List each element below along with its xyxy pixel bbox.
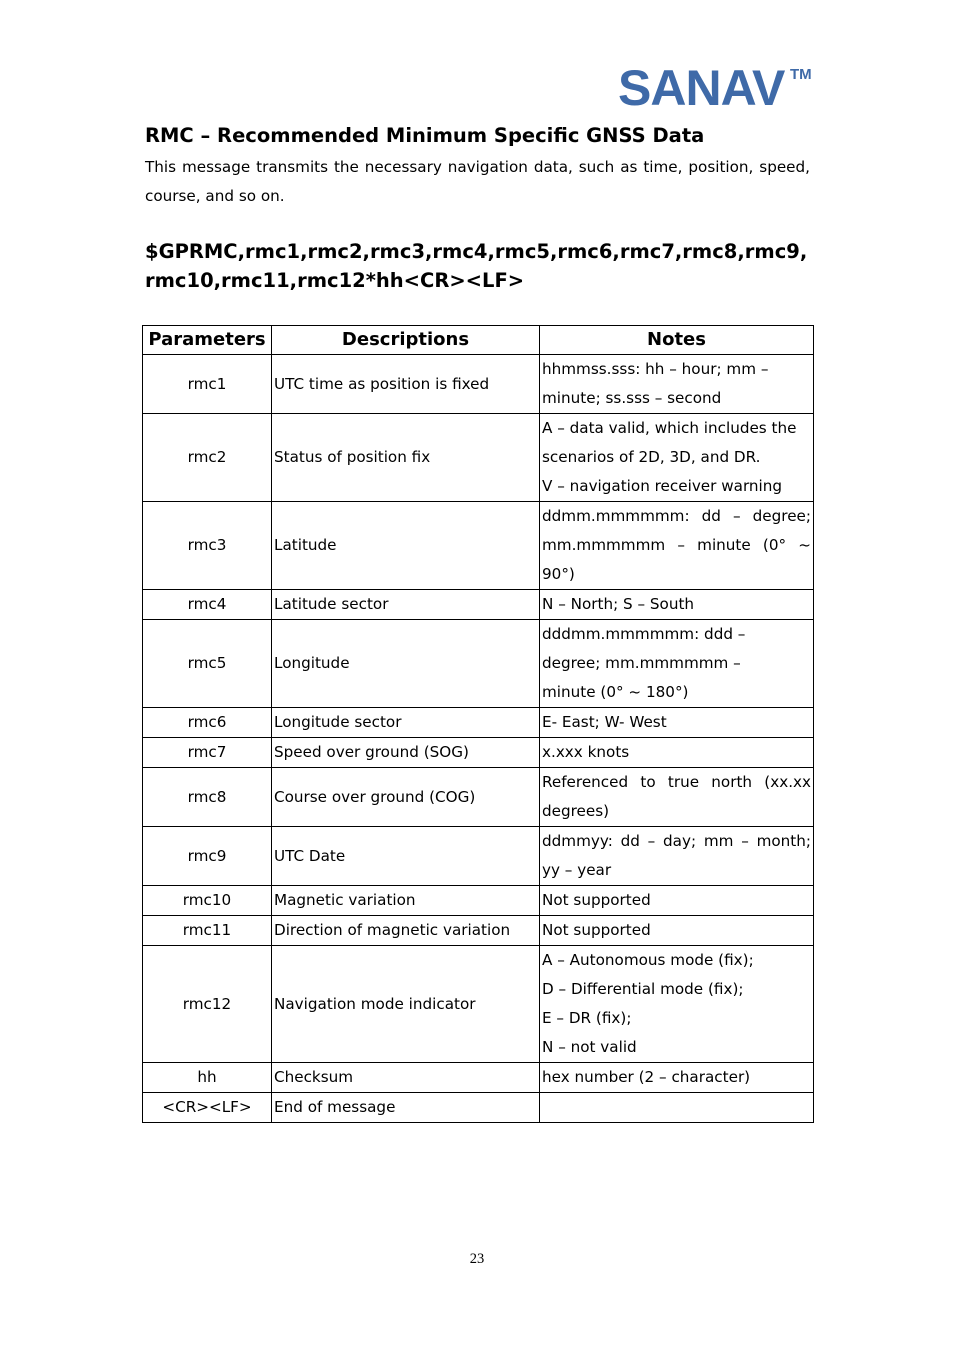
table-row bbox=[143, 916, 814, 946]
table-row bbox=[143, 1063, 814, 1093]
table-row bbox=[143, 414, 814, 502]
table-header-row bbox=[143, 326, 814, 355]
param-cell: rmc7 bbox=[143, 738, 272, 768]
description-cell: Longitude sector bbox=[272, 708, 540, 738]
notes-line: mm.mmmmmm – minute (0° ~ bbox=[542, 536, 811, 554]
notes-cell bbox=[540, 590, 814, 620]
table-row bbox=[143, 768, 814, 827]
notes-line: V – navigation receiver warning bbox=[542, 477, 783, 495]
notes-cell bbox=[540, 768, 814, 827]
notes-line: degrees) bbox=[542, 802, 610, 820]
notes-cell bbox=[540, 502, 814, 590]
notes-line: dddmm.mmmmmm: ddd – bbox=[542, 625, 746, 643]
table-row bbox=[143, 1093, 814, 1123]
description-cell: Longitude bbox=[272, 620, 540, 708]
param-cell: rmc6 bbox=[143, 708, 272, 738]
notes-cell bbox=[540, 1063, 814, 1093]
section-intro: This message transmits the necessary navigation data, such as time, position, speed, course, and so on. bbox=[145, 158, 810, 205]
param-cell: <CR><LF> bbox=[143, 1093, 272, 1123]
param-cell: rmc12 bbox=[143, 946, 272, 1063]
notes-cell bbox=[540, 1093, 814, 1123]
description-cell: Latitude bbox=[272, 502, 540, 590]
description-cell: End of message bbox=[272, 1093, 540, 1123]
notes-line: minute (0° ~ 180°) bbox=[542, 683, 689, 701]
param-cell: rmc1 bbox=[143, 355, 272, 414]
notes-line: ddmm.mmmmmm: dd – degree; bbox=[542, 507, 811, 525]
table-row bbox=[143, 708, 814, 738]
notes-cell bbox=[540, 946, 814, 1063]
param-cell: hh bbox=[143, 1063, 272, 1093]
header-parameters: Parameters bbox=[143, 326, 272, 355]
notes-line: scenarios of 2D, 3D, and DR. bbox=[542, 448, 761, 466]
param-cell: rmc11 bbox=[143, 916, 272, 946]
notes-line: ddmmyy: dd – day; mm – month; bbox=[542, 832, 811, 850]
notes-cell bbox=[540, 414, 814, 502]
table-row bbox=[143, 946, 814, 1063]
table-row bbox=[143, 827, 814, 886]
notes-line: N – not valid bbox=[542, 1038, 637, 1056]
notes-line: E – DR (fix); bbox=[542, 1009, 632, 1027]
parameter-table bbox=[142, 325, 814, 1123]
table-row bbox=[143, 590, 814, 620]
notes-line: Not supported bbox=[542, 891, 651, 909]
param-cell: rmc3 bbox=[143, 502, 272, 590]
sanav-logo bbox=[618, 60, 812, 116]
notes-line: yy – year bbox=[542, 861, 612, 879]
table-row bbox=[143, 738, 814, 768]
notes-line: A – data valid, which includes the bbox=[542, 419, 797, 437]
notes-line: Not supported bbox=[542, 921, 651, 939]
logo-wordmark: SANAV bbox=[618, 60, 785, 116]
description-cell: Checksum bbox=[272, 1063, 540, 1093]
page-number: 23 bbox=[469, 1251, 485, 1267]
description-cell: UTC time as position is fixed bbox=[272, 355, 540, 414]
table-row bbox=[143, 502, 814, 590]
param-cell: rmc2 bbox=[143, 414, 272, 502]
notes-line: D – Differential mode (fix); bbox=[542, 980, 744, 998]
description-cell: Navigation mode indicator bbox=[272, 946, 540, 1063]
notes-cell bbox=[540, 738, 814, 768]
notes-cell bbox=[540, 886, 814, 916]
table-body bbox=[143, 355, 814, 1123]
notes-cell bbox=[540, 827, 814, 886]
description-cell: Direction of magnetic variation bbox=[272, 916, 540, 946]
notes-line: minute; ss.sss – second bbox=[542, 389, 722, 407]
header-descriptions: Descriptions bbox=[272, 326, 540, 355]
description-cell: Status of position fix bbox=[272, 414, 540, 502]
param-cell: rmc8 bbox=[143, 768, 272, 827]
notes-line: Referenced to true north (xx.xx bbox=[542, 773, 811, 791]
notes-line: degree; mm.mmmmmm – bbox=[542, 654, 741, 672]
notes-line: A – Autonomous mode (fix); bbox=[542, 951, 754, 969]
notes-cell bbox=[540, 620, 814, 708]
notes-cell bbox=[540, 708, 814, 738]
logo-trademark: TM bbox=[790, 66, 812, 83]
section-title: RMC – Recommended Minimum Specific GNSS Data bbox=[145, 124, 705, 147]
description-cell: Speed over ground (SOG) bbox=[272, 738, 540, 768]
description-cell: UTC Date bbox=[272, 827, 540, 886]
notes-line bbox=[542, 1093, 811, 1122]
param-cell: rmc9 bbox=[143, 827, 272, 886]
notes-line: 90°) bbox=[542, 565, 575, 583]
notes-line: E- East; W- West bbox=[542, 713, 667, 731]
table-row bbox=[143, 355, 814, 414]
param-cell: rmc5 bbox=[143, 620, 272, 708]
table-row bbox=[143, 620, 814, 708]
command-syntax: $GPRMC,rmc1,rmc2,rmc3,rmc4,rmc5,rmc6,rmc7,rmc8,rmc9,rmc10,rmc11,rmc12*hh<CR><LF> bbox=[145, 240, 808, 292]
notes-line: hhmmss.sss: hh – hour; mm – bbox=[542, 360, 769, 378]
notes-line: hex number (2 – character) bbox=[542, 1068, 751, 1086]
notes-cell bbox=[540, 916, 814, 946]
notes-line: N – North; S – South bbox=[542, 595, 695, 613]
description-cell: Course over ground (COG) bbox=[272, 768, 540, 827]
notes-line: x.xxx knots bbox=[542, 743, 630, 761]
description-cell: Latitude sector bbox=[272, 590, 540, 620]
description-cell: Magnetic variation bbox=[272, 886, 540, 916]
table-row bbox=[143, 886, 814, 916]
header-notes: Notes bbox=[540, 326, 814, 355]
notes-cell bbox=[540, 355, 814, 414]
param-cell: rmc4 bbox=[143, 590, 272, 620]
param-cell: rmc10 bbox=[143, 886, 272, 916]
